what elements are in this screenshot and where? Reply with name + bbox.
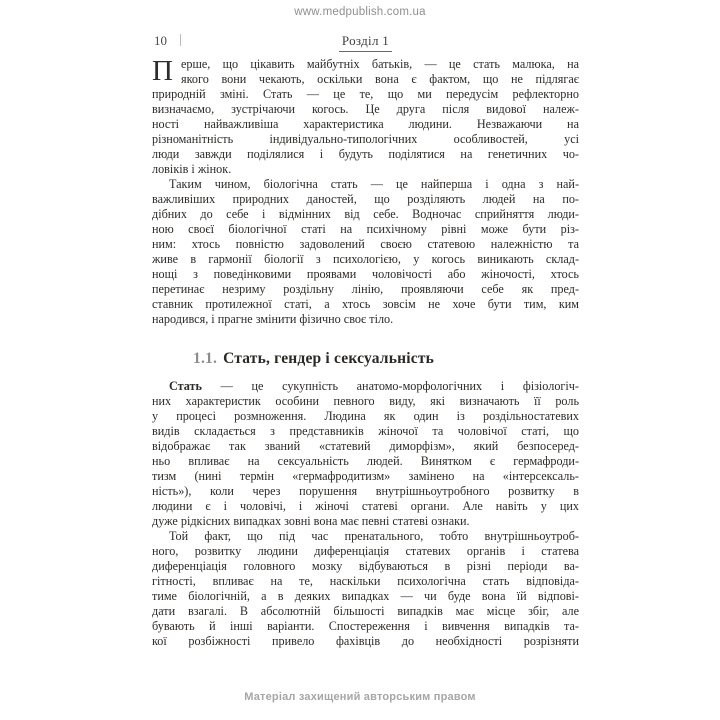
text-line: ною своєї біологічної статі на психічному рівні може бути різ- — [152, 222, 579, 236]
page-header — [152, 33, 579, 51]
text-line: видів складається з представників жіночої та чоловічої статі, що — [152, 424, 579, 438]
text-line: дуже рідкісних випадках зовні вона має певні статеві ознаки. — [152, 514, 470, 528]
page-number: 10 — [154, 33, 167, 48]
paragraph — [152, 529, 579, 649]
text-line: ставник протилежної статі, а хтось зовсім не хоче бути тим, ким — [152, 297, 579, 311]
text-line: визначаємо, зустрічаючи когось. Це друга після видової належ- — [152, 102, 579, 116]
section-number: 1.1. — [193, 350, 218, 367]
paragraph — [152, 379, 579, 529]
text-line: ловіків і жінок. — [152, 162, 232, 176]
text-line: у процесі розмноження. Людина як один із роздільностатевих — [152, 409, 579, 423]
paragraphs-before-heading — [152, 57, 579, 327]
section-heading — [193, 351, 579, 366]
text-line: Той факт, що під час пренатального, тобто внутрішньоутроб- — [169, 529, 579, 543]
text-line: людини є і чоловічі, і жіночі статеві органи. Але навіть у цих — [152, 499, 579, 513]
paragraph — [152, 177, 579, 327]
text-line: ність»), коли через порушення внутрішньоутробного розвитку в — [152, 484, 579, 498]
text-line: природній зміні. Стать — це те, що ми передусім рефлекторно — [152, 87, 579, 101]
website-url: www.medpublish.com.ua — [294, 6, 426, 18]
text-line: ного, розвитку людини диференціація статевих органів і статева — [152, 544, 579, 558]
text-line: живе в гармонії біології з психологією, у когось виникають склад- — [152, 252, 579, 266]
text-line: бувають й інші варіанти. Спостереження і вивчення випадків та- — [152, 619, 579, 633]
text-line: якого вони чекають, оскільки вона є фактом, що не підлягає — [181, 72, 579, 86]
text-line: важливіших природних даностей, що розділяють людей на по- — [152, 192, 579, 206]
text-line: гітності, впливає на те, наскільки психологічна стать відповіда- — [152, 574, 579, 588]
page-body — [152, 57, 579, 649]
text-line: дібних до себе і відмінних від себе. Водночас сприйняття люди- — [152, 207, 579, 221]
copyright-notice: Матеріал захищений авторським правом — [244, 691, 476, 703]
bold-term: Стать — [169, 379, 202, 393]
drop-cap: П — [152, 55, 173, 87]
paragraphs-after-heading — [152, 379, 579, 649]
text-line: ності найважливіша характеристика людини. Незважаючи на — [152, 117, 579, 131]
chapter-title: Розділ 1 — [339, 33, 392, 52]
text-line: ерше, що цікавить майбутніх батьків, — це стать малюка, на — [181, 57, 579, 71]
text-line: Таким чином, біологічна стать — це найперша і одна з най- — [169, 177, 579, 191]
text-line: них характеристик особини певного виду, які визначають її роль — [152, 394, 579, 408]
text-line: диференціація головного мозку відбуваються в різні періоди ва- — [152, 559, 579, 573]
text-line: Стать — це сукупність анатомо-морфологічних і фізіологіч- — [169, 379, 579, 393]
text-line: нощі з поведінковими проявами чоловічості або жіночості, хтось — [152, 267, 579, 281]
text-line: дати взагалі. В абсолютній більшості випадків має місце збіг, але — [152, 604, 579, 618]
text-line: ним: хтось повністю задоволений своєю статевою належністю та — [152, 237, 579, 251]
paragraph — [152, 57, 579, 177]
text-line: тизм (нині термін «гермафродитизм» замінено на «інтерсексаль- — [152, 469, 579, 483]
text-line: різноманітність індивідуально-типологічних особливостей, усі — [152, 132, 579, 146]
text-line: ньо впливає на сексуальність людей. Винятком є гермафроди- — [152, 454, 579, 468]
section-title: Стать, гендер і сексуальність — [223, 350, 435, 367]
text-line: відображає так званий «статевий диморфізм», який безпосеред- — [152, 439, 579, 453]
text-line: люди завжди поділялися і будуть поділятися на генетичних чо- — [152, 147, 579, 161]
text-line: тиме біологічній, а в деяких випадках — чи буде вона їй відпові- — [152, 589, 579, 603]
text-line: кої розбіжності привело фахівців до необхідності розрізняти — [152, 634, 579, 648]
chapter-header-wrap — [152, 33, 579, 52]
text-line: народився, і прагне змінити фізично своє тіло. — [152, 312, 394, 326]
text-line: перетинає незриму роздільну лінію, проявляючи себе як пред- — [152, 282, 579, 296]
